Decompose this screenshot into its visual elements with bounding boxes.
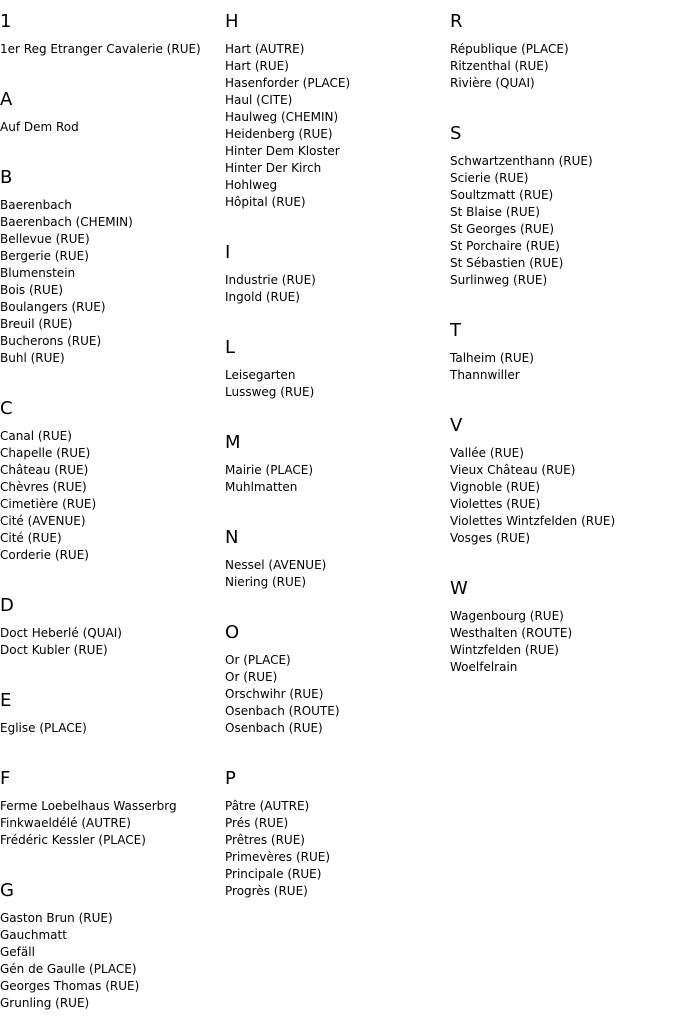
letter-group bbox=[450, 123, 675, 309]
street-link[interactable]: Chapelle (RUE) bbox=[0, 446, 91, 460]
letter-group bbox=[0, 398, 225, 584]
street-list bbox=[225, 367, 450, 401]
group-spacer bbox=[225, 900, 450, 920]
street-link[interactable]: Pâtre (AUTRE) bbox=[225, 799, 310, 813]
street-link[interactable]: Niering (RUE) bbox=[225, 575, 307, 589]
street-link[interactable]: Heidenberg (RUE) bbox=[225, 127, 333, 141]
street-link[interactable]: Baerenbach (CHEMIN) bbox=[0, 215, 133, 229]
letter-group bbox=[450, 11, 675, 112]
street-link[interactable]: Bois (RUE) bbox=[0, 283, 64, 297]
street-link[interactable]: Ferme Loebelhaus Wasserbrg bbox=[0, 799, 177, 813]
letter-group bbox=[0, 89, 225, 156]
street-link[interactable]: Muhlmatten bbox=[225, 480, 298, 494]
group-spacer bbox=[225, 306, 450, 326]
letter-heading: I bbox=[225, 242, 231, 263]
street-link[interactable]: Violettes Wintzfelden (RUE) bbox=[450, 514, 616, 528]
street-link[interactable]: Or (PLACE) bbox=[225, 653, 291, 667]
street-link[interactable]: Cité (RUE) bbox=[0, 531, 62, 545]
group-spacer bbox=[225, 737, 450, 757]
letter-group bbox=[450, 578, 675, 696]
street-list bbox=[450, 153, 675, 289]
street-link[interactable]: Hasenforder (PLACE) bbox=[225, 76, 351, 90]
street-link[interactable]: St Blaise (RUE) bbox=[450, 205, 540, 219]
letter-heading: F bbox=[0, 768, 11, 789]
group-spacer bbox=[225, 211, 450, 231]
street-index-column-1 bbox=[0, 0, 225, 1032]
letter-group bbox=[0, 595, 225, 679]
letter-heading: R bbox=[450, 11, 463, 32]
letter-heading: D bbox=[0, 595, 14, 616]
street-link[interactable]: Rivière (QUAI) bbox=[450, 76, 535, 90]
street-link[interactable]: Scierie (RUE) bbox=[450, 171, 529, 185]
street-link[interactable]: Orschwihr (RUE) bbox=[225, 687, 324, 701]
street-list bbox=[225, 798, 450, 900]
street-link[interactable]: Gauchmatt bbox=[0, 928, 67, 942]
street-list bbox=[0, 798, 225, 849]
street-link[interactable]: Gén de Gaulle (PLACE) bbox=[0, 962, 137, 976]
street-link[interactable]: Or (RUE) bbox=[225, 670, 278, 684]
street-link[interactable]: Primevères (RUE) bbox=[225, 850, 331, 864]
group-spacer bbox=[225, 496, 450, 516]
street-link[interactable]: Hart (RUE) bbox=[225, 59, 289, 73]
letter-heading: G bbox=[0, 880, 14, 901]
letter-heading: 1 bbox=[0, 11, 12, 32]
street-link[interactable]: République (PLACE) bbox=[450, 42, 569, 56]
street-link[interactable]: Westhalten (ROUTE) bbox=[450, 626, 573, 640]
street-link[interactable]: Auf Dem Rod bbox=[0, 120, 79, 134]
street-link[interactable]: Eglise (PLACE) bbox=[0, 721, 87, 735]
street-link[interactable]: Gefäll bbox=[0, 945, 35, 959]
street-link[interactable]: Grunling (RUE) bbox=[0, 996, 90, 1010]
street-link[interactable]: Chèvres (RUE) bbox=[0, 480, 87, 494]
street-index-column-2 bbox=[225, 0, 450, 920]
street-list bbox=[450, 350, 675, 384]
letter-heading: L bbox=[225, 337, 236, 358]
street-link[interactable]: Bellevue (RUE) bbox=[0, 232, 90, 246]
letter-heading: H bbox=[225, 11, 239, 32]
street-link[interactable]: Hohlweg bbox=[225, 178, 278, 192]
group-spacer bbox=[450, 676, 675, 696]
street-link[interactable]: Talheim (RUE) bbox=[450, 351, 534, 365]
letter-group bbox=[450, 320, 675, 404]
letter-heading: P bbox=[225, 768, 236, 789]
group-spacer bbox=[0, 659, 225, 679]
street-link[interactable]: Breuil (RUE) bbox=[0, 317, 73, 331]
street-link[interactable]: Bergerie (RUE) bbox=[0, 249, 89, 263]
street-link[interactable]: Cimetière (RUE) bbox=[0, 497, 97, 511]
group-spacer bbox=[0, 849, 225, 869]
street-link[interactable]: Corderie (RUE) bbox=[0, 548, 89, 562]
street-link[interactable]: Château (RUE) bbox=[0, 463, 89, 477]
group-spacer bbox=[0, 58, 225, 78]
street-list bbox=[225, 41, 450, 211]
letter-heading: O bbox=[225, 622, 240, 643]
letter-group bbox=[0, 768, 225, 869]
street-link[interactable]: Violettes (RUE) bbox=[450, 497, 541, 511]
letter-group bbox=[225, 527, 450, 611]
street-link[interactable]: Blumenstein bbox=[0, 266, 76, 280]
street-link[interactable]: Prés (RUE) bbox=[225, 816, 289, 830]
street-link[interactable]: Boulangers (RUE) bbox=[0, 300, 106, 314]
group-spacer bbox=[225, 591, 450, 611]
street-link[interactable]: Lussweg (RUE) bbox=[225, 385, 315, 399]
street-link[interactable]: Canal (RUE) bbox=[0, 429, 72, 443]
street-link[interactable]: Leisegarten bbox=[225, 368, 296, 382]
street-link[interactable]: Wintzfelden (RUE) bbox=[450, 643, 559, 657]
street-link[interactable]: Vallée (RUE) bbox=[450, 446, 524, 460]
letter-heading: M bbox=[225, 432, 241, 453]
letter-heading: S bbox=[450, 123, 462, 144]
street-link[interactable]: Cité (AVENUE) bbox=[0, 514, 86, 528]
street-link[interactable]: St Georges (RUE) bbox=[450, 222, 555, 236]
street-link[interactable]: Vieux Château (RUE) bbox=[450, 463, 576, 477]
street-link[interactable]: Principale (RUE) bbox=[225, 867, 322, 881]
group-spacer bbox=[0, 564, 225, 584]
street-list bbox=[0, 197, 225, 367]
street-link[interactable]: Prêtres (RUE) bbox=[225, 833, 305, 847]
street-link[interactable]: Wagenbourg (RUE) bbox=[450, 609, 564, 623]
letter-heading: B bbox=[0, 167, 13, 188]
street-link[interactable]: Buhl (RUE) bbox=[0, 351, 65, 365]
letter-group bbox=[450, 415, 675, 567]
letter-heading: W bbox=[450, 578, 468, 599]
letter-heading: V bbox=[450, 415, 463, 436]
street-link[interactable]: Nessel (AVENUE) bbox=[225, 558, 327, 572]
street-link[interactable]: Thannwiller bbox=[450, 368, 520, 382]
letter-group bbox=[225, 11, 450, 231]
street-link[interactable]: Schwartzenthann (RUE) bbox=[450, 154, 593, 168]
street-link[interactable]: Vosges (RUE) bbox=[450, 531, 531, 545]
street-list bbox=[225, 272, 450, 306]
street-link[interactable]: Surlinweg (RUE) bbox=[450, 273, 548, 287]
street-list bbox=[450, 608, 675, 676]
letter-heading: E bbox=[0, 690, 12, 711]
street-link[interactable]: Woelfelrain bbox=[450, 660, 518, 674]
street-link[interactable]: St Sébastien (RUE) bbox=[450, 256, 564, 270]
street-link[interactable]: Vignoble (RUE) bbox=[450, 480, 541, 494]
group-spacer bbox=[450, 92, 675, 112]
street-list bbox=[0, 428, 225, 564]
street-link[interactable]: Mairie (PLACE) bbox=[225, 463, 314, 477]
letter-heading: N bbox=[225, 527, 239, 548]
letter-group bbox=[0, 11, 225, 78]
street-link[interactable]: Soultzmatt (RUE) bbox=[450, 188, 554, 202]
letter-group bbox=[225, 768, 450, 920]
group-spacer bbox=[450, 384, 675, 404]
letter-group bbox=[225, 432, 450, 516]
street-link[interactable]: Hinter Dem Kloster bbox=[225, 144, 340, 158]
street-list bbox=[0, 41, 225, 58]
street-link[interactable]: Georges Thomas (RUE) bbox=[0, 979, 140, 993]
group-spacer bbox=[0, 136, 225, 156]
group-spacer bbox=[450, 547, 675, 567]
street-link[interactable]: Baerenbach bbox=[0, 198, 72, 212]
street-link[interactable]: Haulweg (CHEMIN) bbox=[225, 110, 339, 124]
group-spacer bbox=[450, 289, 675, 309]
street-index-column-3 bbox=[450, 0, 675, 696]
street-list bbox=[450, 445, 675, 547]
street-link[interactable]: Osenbach (ROUTE) bbox=[225, 704, 340, 718]
street-link[interactable]: Haul (CITE) bbox=[225, 93, 293, 107]
street-list bbox=[0, 720, 225, 737]
street-list bbox=[225, 652, 450, 737]
street-link[interactable]: Bucherons (RUE) bbox=[0, 334, 102, 348]
street-list bbox=[450, 41, 675, 92]
group-spacer bbox=[0, 367, 225, 387]
letter-group bbox=[0, 690, 225, 757]
street-list bbox=[225, 557, 450, 591]
street-link[interactable]: Hôpital (RUE) bbox=[225, 195, 306, 209]
street-list bbox=[0, 910, 225, 1012]
street-link[interactable]: Ingold (RUE) bbox=[225, 290, 300, 304]
letter-group bbox=[225, 622, 450, 757]
letter-heading: C bbox=[0, 398, 13, 419]
street-link[interactable]: Doct Kubler (RUE) bbox=[0, 643, 108, 657]
letter-group bbox=[0, 167, 225, 387]
street-link[interactable]: Industrie (RUE) bbox=[225, 273, 316, 287]
street-link[interactable]: Frédéric Kessler (PLACE) bbox=[0, 833, 146, 847]
letter-heading: A bbox=[0, 89, 13, 110]
letter-heading: T bbox=[450, 320, 461, 341]
street-link[interactable]: St Porchaire (RUE) bbox=[450, 239, 560, 253]
letter-group bbox=[225, 242, 450, 326]
street-link[interactable]: Osenbach (RUE) bbox=[225, 721, 323, 735]
street-list bbox=[0, 625, 225, 659]
street-link[interactable]: Progrès (RUE) bbox=[225, 884, 308, 898]
street-link[interactable]: Gaston Brun (RUE) bbox=[0, 911, 113, 925]
street-link[interactable]: Finkwaeldélé (AUTRE) bbox=[0, 816, 131, 830]
group-spacer bbox=[225, 401, 450, 421]
street-list bbox=[225, 462, 450, 496]
letter-group bbox=[225, 337, 450, 421]
street-link[interactable]: Hinter Der Kirch bbox=[225, 161, 322, 175]
street-link[interactable]: Ritzenthal (RUE) bbox=[450, 59, 549, 73]
group-spacer bbox=[0, 1012, 225, 1032]
street-link[interactable]: Hart (AUTRE) bbox=[225, 42, 305, 56]
street-link[interactable]: 1er Reg Etranger Cavalerie (RUE) bbox=[0, 42, 201, 56]
letter-group bbox=[0, 880, 225, 1032]
street-list bbox=[0, 119, 225, 136]
street-link[interactable]: Doct Heberlé (QUAI) bbox=[0, 626, 122, 640]
group-spacer bbox=[0, 737, 225, 757]
